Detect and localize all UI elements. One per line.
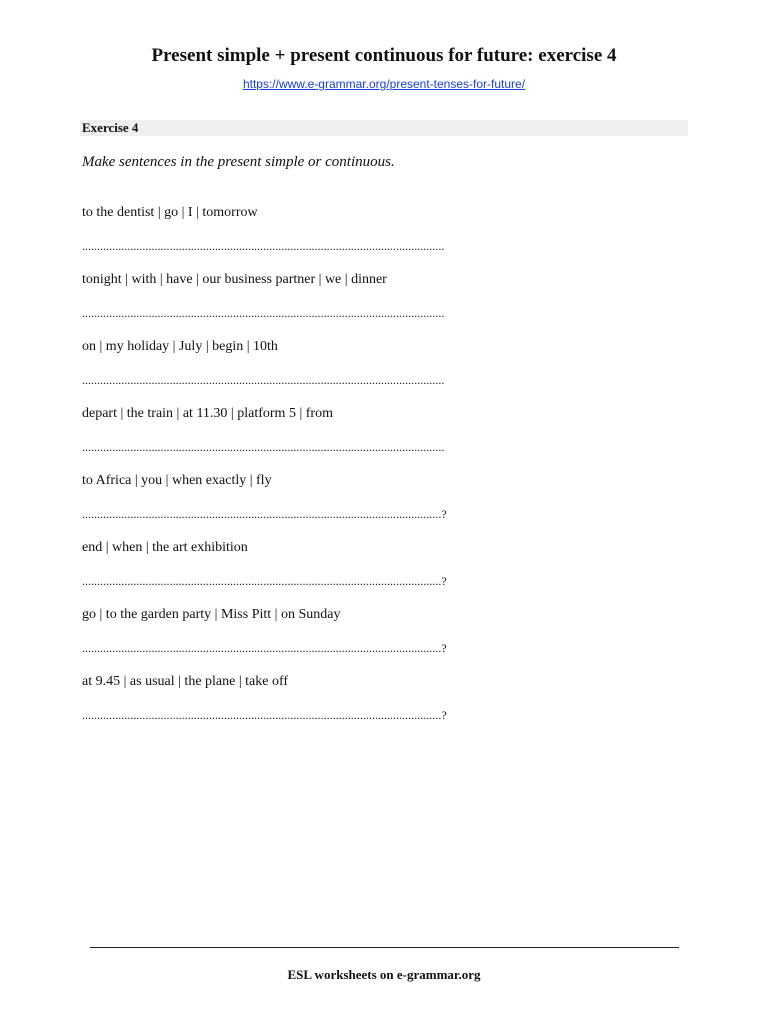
- exercise-item-1: [82, 204, 642, 271]
- item-prompt: to the dentist | go | I | tomorrow: [82, 205, 258, 220]
- exercise-label: Exercise 4: [82, 120, 139, 135]
- answer-line: ........................................................................................................................: [82, 239, 445, 253]
- exercise-items: [82, 204, 642, 740]
- answer-line: .......................................................................................................................?: [82, 641, 447, 655]
- item-prompt: depart | the train | at 11.30 | platform 5 | from: [82, 406, 333, 421]
- page-title: Present simple + present continuous for future: exercise 4: [151, 45, 617, 66]
- source-link-container: [0, 76, 768, 92]
- footer-text: ESL worksheets on e-grammar.org: [287, 967, 481, 982]
- item-prompt: at 9.45 | as usual | the plane | take off: [82, 674, 289, 689]
- exercise-item-8: [82, 673, 642, 740]
- footer-divider: [90, 947, 679, 948]
- exercise-item-5: [82, 472, 642, 539]
- answer-line: ........................................................................................................................: [82, 373, 445, 387]
- answer-line: .......................................................................................................................?: [82, 708, 447, 722]
- exercise-item-3: [82, 338, 642, 405]
- answer-line: .......................................................................................................................?: [82, 574, 447, 588]
- exercise-item-4: [82, 405, 642, 472]
- exercise-item-6: [82, 539, 642, 606]
- answer-line: .......................................................................................................................?: [82, 507, 447, 521]
- item-prompt: end | when | the art exhibition: [82, 540, 248, 555]
- source-link[interactable]: https://www.e-grammar.org/present-tenses-for-future/: [242, 77, 526, 91]
- item-prompt: tonight | with | have | our business partner | we | dinner: [82, 272, 387, 287]
- exercise-item-7: [82, 606, 642, 673]
- exercise-heading-bar: [80, 120, 688, 136]
- item-prompt: go | to the garden party | Miss Pitt | on Sunday: [82, 607, 341, 622]
- exercise-item-2: [82, 271, 642, 338]
- item-prompt: to Africa | you | when exactly | fly: [82, 473, 272, 488]
- answer-line: ........................................................................................................................: [82, 440, 445, 454]
- exercise-instruction: Make sentences in the present simple or continuous.: [82, 154, 395, 170]
- item-prompt: on | my holiday | July | begin | 10th: [82, 339, 278, 354]
- answer-line: ........................................................................................................................: [82, 306, 445, 320]
